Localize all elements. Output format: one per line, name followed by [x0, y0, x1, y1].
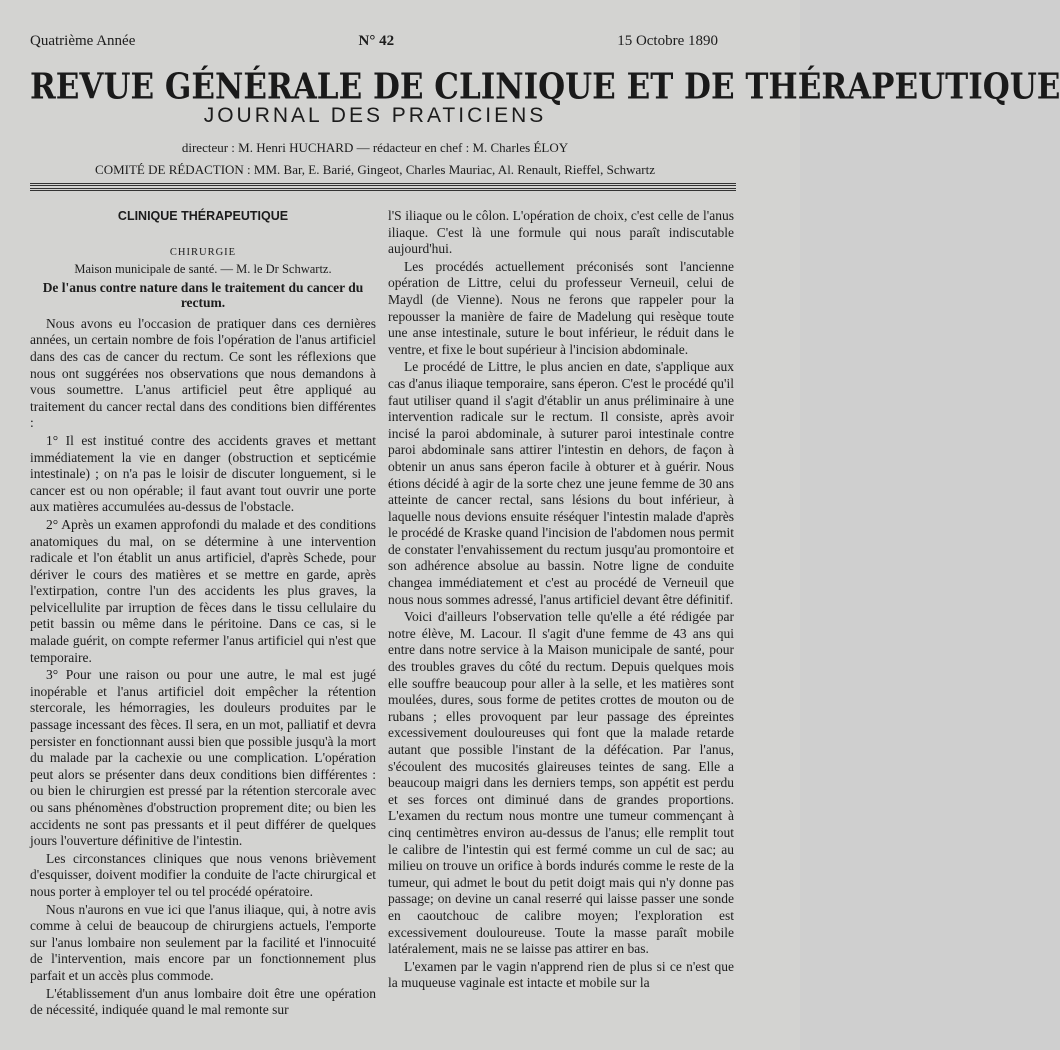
masthead: [30, 66, 1060, 178]
paragraph: Le procédé de Littre, le plus ancien en date, s'applique aux cas d'anus iliaque temporaire, sans éperon. C'est le procédé qu'il faut utiliser quand il s'agit d'établir un anus préliminaire à une intervention radicale sur le rectum. Il consiste, après avoir incisé la paroi abdominale, à suturer paroi intestinale contre paroi abdominale sans attirer l'intestin en dehors, de façon à obtenir un anus sans éperon facile à obturer et à guérir. Nous étions décidé à agir de la sorte chez une jeune femme de 30 ans atteinte de cancer rectal, sans lésions du bout inférieur, à laquelle nous devions ensuite réséquer l'intestin malade d'après le procédé de Kraske quand l'incision de l'abdomen nous permit de constater l'envahissement du rectum jusqu'au promontoire et son adhérence absolue au bassin. Notre ligne de conduite changea immédiatement et c'est au procédé de Verneuil que nous nous sommes adressé, l'anus artificiel devant être définitif.: [388, 359, 734, 607]
paragraph: 2° Après un examen approfondi du malade et des conditions anatomiques du mal, on se détermine à une intervention radicale et l'on établit un anus artificiel, d'après Schede, pour dériver le cours des matières et se mettre en garde, après l'extirpation, contre l'un des accidents les plus graves, la pelvicellulite par irruption de fèces dans le tissu cellulaire du petit bassin ou même dans le péritoine. Dans ce cas, si le malade guérit, on compte refermer l'anus artificiel qui n'est que temporaire.: [30, 516, 376, 665]
issue-date: 15 Octobre 1890: [617, 33, 718, 49]
header-rule: [30, 183, 736, 186]
page-header: [30, 33, 718, 50]
paragraph: Les procédés actuellement préconisés sont l'ancienne opération de Littre, celui du professeur Verneuil, celui de Maydl (de Vienne). Nous ne ferons que rappeler pour la repousser la manière de faire de Madelung qui resèque toute une anse intestinale, suture le bout inférieur, le réduit dans le ventre, et fixe le bout supérieur à l'incision abdominale.: [388, 258, 734, 357]
year-label: Quatrième Année: [30, 33, 136, 49]
paragraph: Les circonstances cliniques que nous venons brièvement d'esquisser, doivent modifier la conduite de l'acte chirurgical et nous porter à employer tel ou tel procédé opératoire.: [30, 850, 376, 899]
left-column-body: [30, 316, 376, 1019]
paragraph: L'établissement d'un anus lombaire doit être une opération de nécessité, indiquée quand le mal remonte sur: [30, 985, 376, 1018]
right-column: [388, 208, 734, 993]
header-rule-second: [30, 188, 736, 191]
left-column: [30, 208, 376, 1020]
article-title: De l'anus contre nature dans le traitement du cancer du rectum.: [42, 279, 364, 310]
paragraph: l'S iliaque ou le côlon. L'opération de choix, c'est celle de l'anus iliaque. C'est là une formule qui nous paraît indiscutable aujourd'hui.: [388, 208, 734, 257]
paragraph: 3° Pour une raison ou pour une autre, le mal est jugé inopérable et l'anus artificiel doit empêcher la rétention stercorale, les hémorragies, les douleurs produites par le passage incessant des fèces. Il sera, en un mot, palliatif et devra persister en fonctionnant aussi bien que possible jusqu'à la mort du malade par la cachexie ou une complication. L'opération peut alors se présenter dans deux conditions bien différentes : ou bien le chirurgien est pressé par la rétention stercorale avec ou sans phénomènes d'obstruction proprement dite; ou bien les accidents ne sont pas pressants et il peut différer de quelques jours l'ouverture définitive de l'intestin.: [30, 667, 376, 849]
subsection-heading: CHIRURGIE: [169, 246, 237, 258]
journal-subtitle: JOURNAL DES PRATICIENS: [203, 104, 547, 127]
paragraph: L'examen par le vagin n'apprend rien de plus si ce n'est que la muqueuse vaginale est intacte et mobile sur la: [388, 958, 734, 991]
paragraph: Nous n'aurons en vue ici que l'anus iliaque, qui, à notre avis comme à celui de beaucoup de chirurgiens actuels, l'emporte sur l'anus lombaire non seulement par la facilité et l'innocuité de l'intervention, mais encore par un fonctionnement plus parfait et un accès plus commode.: [30, 901, 376, 983]
article-source: Maison municipale de santé. — M. le Dr Schwartz.: [74, 262, 332, 277]
issue-number: N° 42: [358, 33, 395, 49]
editorial-committee: COMITÉ DE RÉDACTION : MM. Bar, E. Barié, Gingeot, Charles Mauriac, Al. Renault, Rieffel, Schwartz: [95, 162, 655, 177]
paragraph: 1° Il est institué contre des accidents graves et mettant immédiatement la vie en danger (obstruction et septicémie intestinale) ; on n'a pas le loisir de discuter longuement, si le cancer est ou non opérable; il faut avant tout ouvrir une porte aux matières accumulées au-dessus de l'obstacle.: [30, 432, 376, 515]
paragraph: Nous avons eu l'occasion de pratiquer dans ces dernières années, un certain nombre de fois l'opération de l'anus artificiel dans des cas de cancer du rectum. Ce sont les réflexions que nous ont suggérées nos observations que nous demandons à vous soumettre. L'anus artificiel peut être appliqué au traitement du cancer rectal dans des conditions bien différentes :: [30, 315, 376, 431]
paragraph: Voici d'ailleurs l'observation telle qu'elle a été rédigée par notre élève, M. Lacour. Il s'agit d'une femme de 43 ans qui entre dans notre service à la Maison municipale de santé, pour des troubles graves du côté du rectum. Depuis quelques mois elle souffre beaucoup pour aller à la selle, et les matières sont moulées, dures, sous forme de petites crottes de mouton ou de rubans ; elles provoquent par leur passage des épreintes excessivement douloureuses qui font que la malade retarde autant que possible l'instant de la défécation. Par l'anus, s'écoulent des mucosités glaireuses teintes de sang. Elle a beaucoup maigri dans les derniers temps, son appétit est perdu et ses forces ont diminué dans de grandes proportions. L'examen du rectum nous montre une tumeur commençant à cinq centimètres environ au-dessus de l'anus; elle remplit tout le calibre de l'intestin qui est fermé comme un cul de sac; au milieu on trouve un orifice à bords indurés comme le reste de la tumeur, qui admet le bout du petit doigt mais qui n'y donne pas passage; on devine un canal reserré qui laisse passer une sonde en caoutchouc de calibre moyen; l'exploration est excessivement douloureuse. Toute la masse paraît mobile latéralement, mais ne se laisse pas attirer en bas.: [388, 609, 734, 957]
editorial-direction: directeur : M. Henri HUCHARD — rédacteur en chef : M. Charles ÉLOY: [181, 140, 569, 155]
journal-title: REVUE GÉNÉRALE DE CLINIQUE ET DE THÉRAPEUTIQUE: [30, 66, 1060, 108]
section-heading: CLINIQUE THÉRAPEUTIQUE: [117, 209, 289, 223]
right-column-body: [388, 208, 734, 992]
